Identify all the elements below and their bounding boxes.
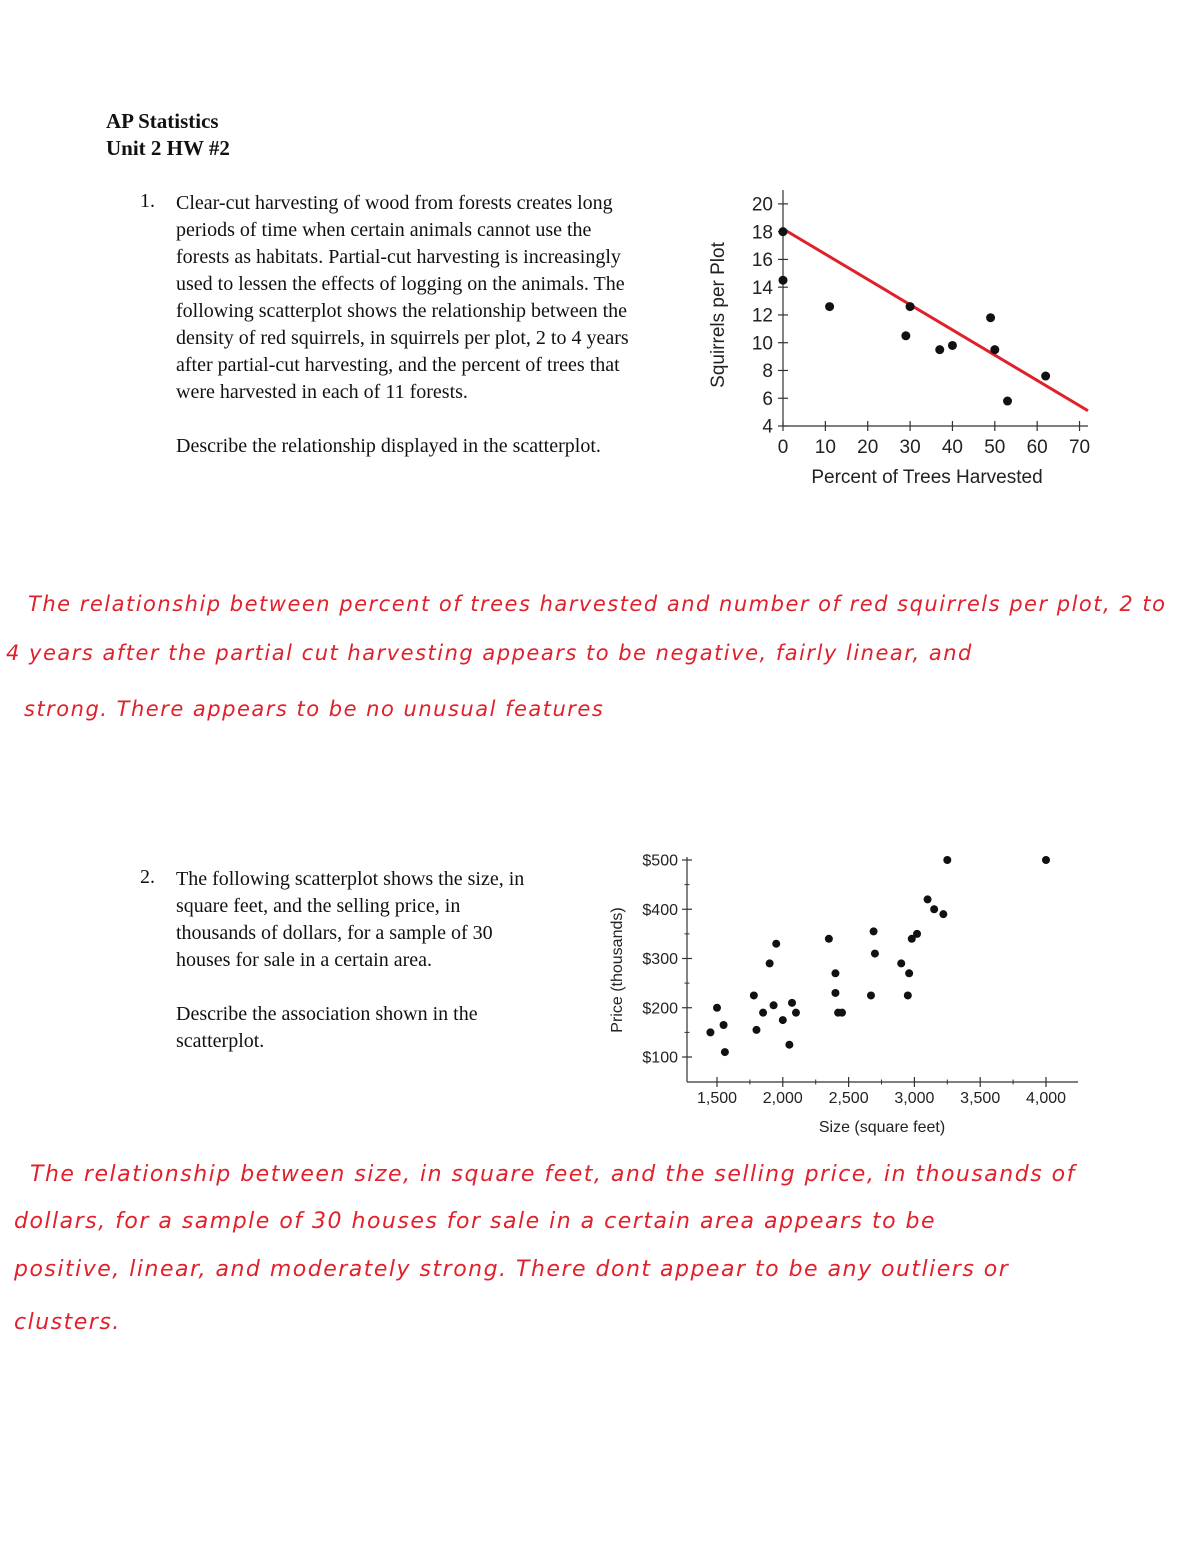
data-point xyxy=(713,1004,721,1012)
question-1-prompt: Clear-cut harvesting of wood from forests creates long periods of time when certain animals cannot use the forests as habitats. Partial-cut harvesting is increasingly used to lessen the effects of logging on the animals. The following scatterplot shows the relationship between the density of red squirrels, in squirrels per plot, 2 to 4 years after partial-cut harvesting, and the percent of trees that were harvested in each of 11 forests. xyxy=(176,192,629,403)
data-point xyxy=(904,991,912,999)
y-tick-label: 14 xyxy=(751,277,773,299)
y-tick-label: 8 xyxy=(762,361,773,383)
x-tick-label: 1,500 xyxy=(696,1090,738,1107)
x-tick-label: 2,500 xyxy=(828,1090,869,1107)
y-axis-title: Squirrels per Plot xyxy=(708,242,729,388)
data-point xyxy=(935,345,944,354)
question-2-number: 2. xyxy=(140,866,155,888)
data-point xyxy=(750,991,758,999)
data-point xyxy=(825,302,834,311)
x-axis-title: Percent of Trees Harvested xyxy=(811,467,1043,488)
data-point xyxy=(943,856,951,864)
y-tick-label: $200 xyxy=(642,1000,678,1018)
assignment-title: Unit 2 HW #2 xyxy=(106,136,230,160)
data-point xyxy=(720,1021,728,1029)
answer-2-line-4: clusters. xyxy=(14,1310,121,1335)
y-tick-label: $400 xyxy=(642,901,678,919)
data-point xyxy=(759,1009,767,1017)
data-point xyxy=(1003,397,1012,406)
data-point xyxy=(1041,372,1050,381)
question-1-text xyxy=(176,190,636,460)
data-point xyxy=(831,989,839,997)
answer-2-line-1: The relationship between size, in square feet, and the selling price, in thousands of xyxy=(30,1162,1076,1187)
y-tick-label: 12 xyxy=(751,305,773,327)
squirrel-scatterplot xyxy=(700,185,1100,500)
data-point xyxy=(779,1016,787,1024)
y-tick-label: 16 xyxy=(751,250,773,272)
data-point xyxy=(772,940,780,948)
x-tick-label: 10 xyxy=(814,437,836,458)
y-tick-label: 6 xyxy=(762,388,773,410)
y-tick-label: $500 xyxy=(642,852,678,870)
data-point xyxy=(770,1001,778,1009)
y-tick-label: $100 xyxy=(642,1049,678,1067)
y-axis-title: Price (thousands) xyxy=(609,907,626,1033)
page-heading xyxy=(106,108,230,162)
data-point xyxy=(779,276,788,285)
answer-1-line-2: 4 years after the partial cut harvesting appears to be negative, fairly linear, and xyxy=(6,641,973,665)
data-point xyxy=(948,341,957,350)
answer-2-line-2: dollars, for a sample of 30 houses for sale in a certain area appears to be xyxy=(14,1209,937,1234)
data-point xyxy=(939,910,947,918)
data-point xyxy=(897,959,905,967)
data-point xyxy=(990,345,999,354)
data-point xyxy=(986,313,995,322)
data-point xyxy=(785,1041,793,1049)
answer-2-line-3: positive, linear, and moderately strong. There dont appear to be any outliers or xyxy=(14,1257,1010,1282)
data-point xyxy=(870,927,878,935)
x-tick-label: 0 xyxy=(777,437,789,458)
trend-line xyxy=(783,229,1088,411)
x-tick-label: 2,000 xyxy=(762,1090,803,1107)
data-point xyxy=(779,227,788,236)
data-point xyxy=(838,1009,846,1017)
data-point xyxy=(792,1009,800,1017)
question-1-number: 1. xyxy=(140,190,155,212)
data-point xyxy=(913,930,921,938)
y-tick-label: 10 xyxy=(751,333,773,355)
answer-1-line-1: The relationship between percent of trees harvested and number of red squirrels per plot, 2 to xyxy=(28,592,1167,616)
answer-1-line-3: strong. There appears to be no unusual features xyxy=(24,697,605,721)
y-tick-label: 18 xyxy=(751,222,773,244)
data-point xyxy=(706,1028,714,1036)
x-tick-label: 30 xyxy=(899,437,921,458)
x-tick-label: 60 xyxy=(1026,437,1048,458)
question-2-instruction: Describe the association shown in the scatterplot. xyxy=(176,1003,478,1052)
question-2-text xyxy=(176,866,536,1055)
x-tick-label: 40 xyxy=(941,437,964,458)
data-point xyxy=(1042,856,1050,864)
data-point xyxy=(906,302,915,311)
data-point xyxy=(905,969,913,977)
x-tick-label: 3,000 xyxy=(894,1090,935,1107)
house-price-scatterplot xyxy=(600,845,1090,1140)
x-tick-label: 50 xyxy=(984,437,1006,458)
data-point xyxy=(788,999,796,1007)
data-point xyxy=(924,895,932,903)
x-tick-label: 4,000 xyxy=(1025,1090,1067,1107)
data-point xyxy=(752,1026,760,1034)
y-tick-label: 20 xyxy=(751,194,773,216)
question-1-instruction: Describe the relationship displayed in the scatterplot. xyxy=(176,435,601,457)
data-point xyxy=(930,905,938,913)
data-point xyxy=(901,331,910,340)
question-2-prompt: The following scatterplot shows the size, in square feet, and the selling price, in thousands of dollars, for a sample of 30 houses for sale in a certain area. xyxy=(176,868,525,971)
x-tick-label: 70 xyxy=(1068,437,1091,458)
x-axis-title: Size (square feet) xyxy=(818,1119,946,1136)
data-point xyxy=(766,959,774,967)
y-tick-label: $300 xyxy=(642,951,678,969)
x-tick-label: 20 xyxy=(857,437,879,458)
course-title: AP Statistics xyxy=(106,109,219,133)
x-tick-label: 3,500 xyxy=(960,1090,1001,1107)
data-point xyxy=(867,991,875,999)
data-point xyxy=(871,950,879,958)
data-point xyxy=(831,969,839,977)
y-tick-label: 4 xyxy=(762,416,773,438)
data-point xyxy=(825,935,833,943)
data-point xyxy=(721,1048,729,1056)
